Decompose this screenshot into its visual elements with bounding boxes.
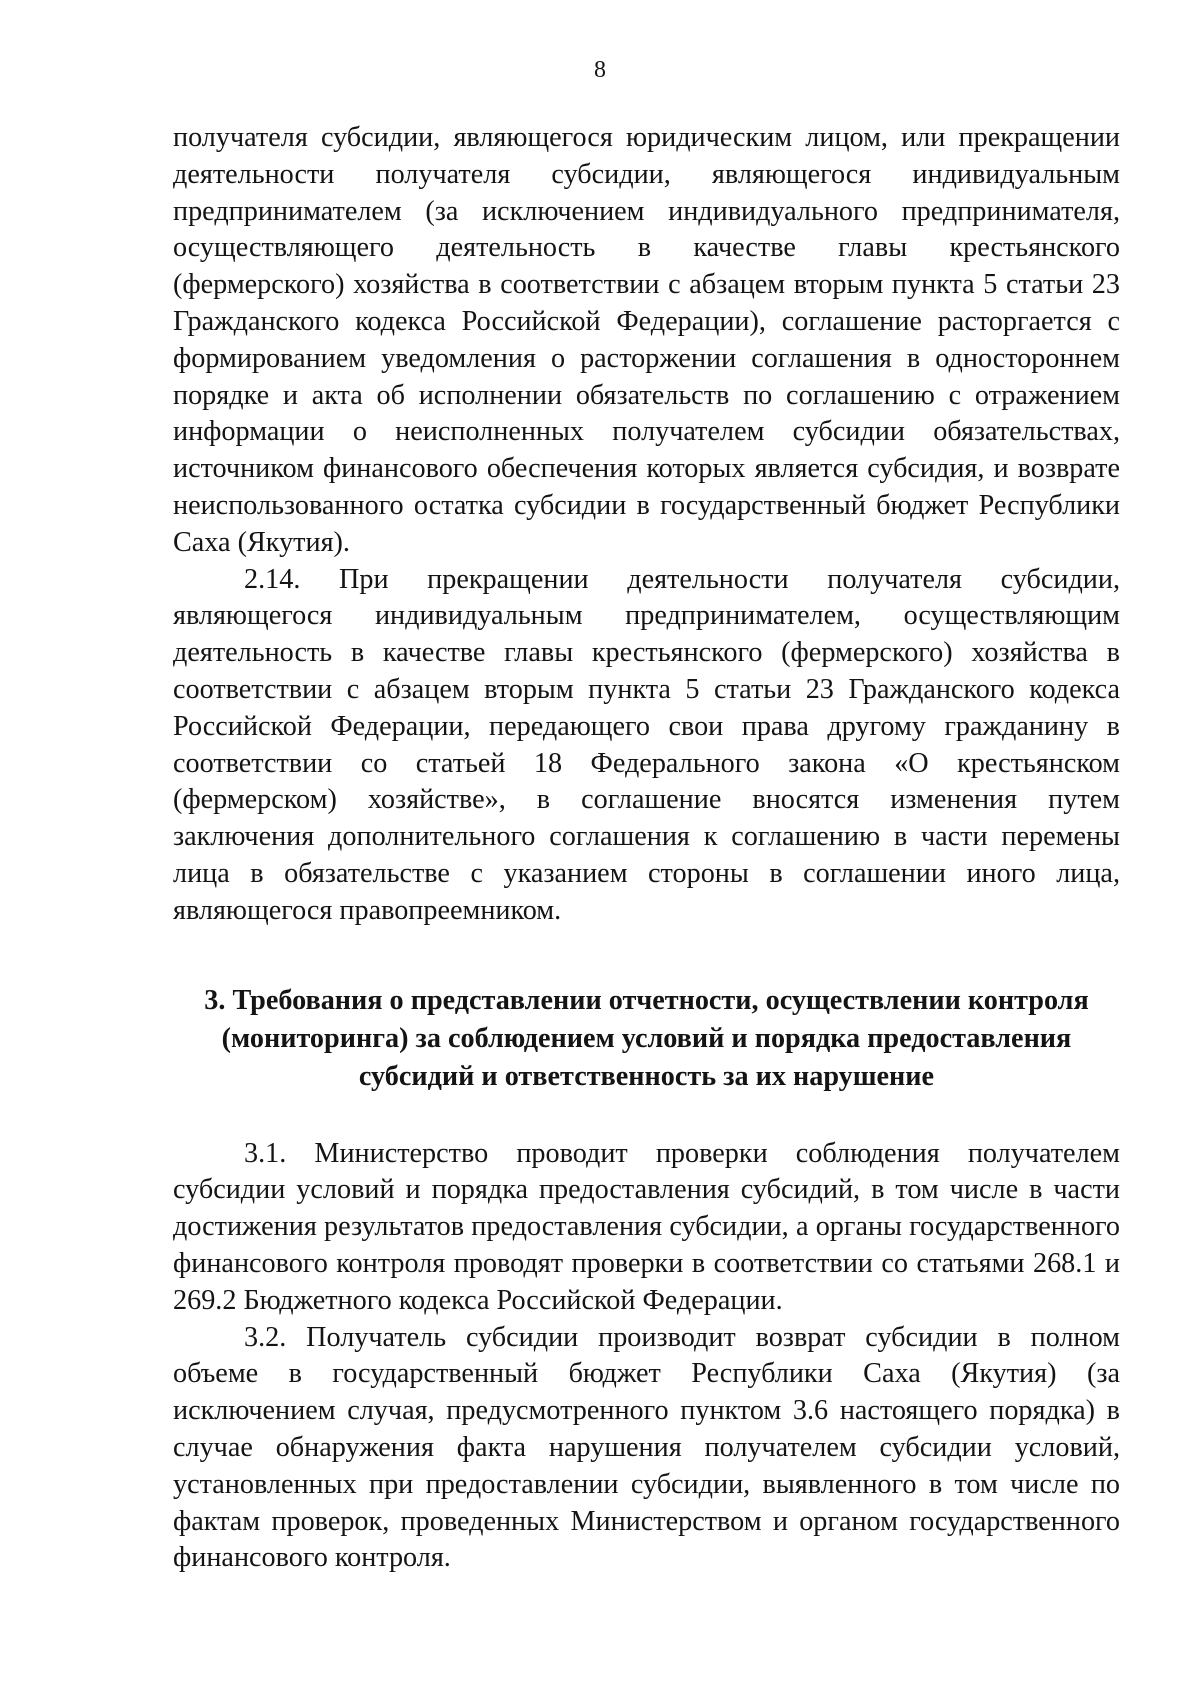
page-number: 8 xyxy=(594,57,606,83)
paragraph-3-1: 3.1. Министерство проводит проверки соблюдения получателем субсидии условий и порядка предоставления субсидий, в том числе в части достижения результатов предоставления субсидии, а органы государственного финансового контроля проводят проверки в соответствии со статьями 268.1 и 269.2 Бюджетного кодекса Российской Федерации. xyxy=(173,1137,1120,1316)
document-body xyxy=(173,120,1120,1577)
paragraph-continuation: получателя субсидии, являющегося юридическим лицом, или прекращении деятельности получателя субсидии, являющегося индивидуальным предпринимателем (за исключением индивидуального предпринимателя, осуществляющего деятельность в качестве главы крестьянского (фермерского) хозяйства в соответствии с абзацем вторым пункта 5 статьи 23 Гражданского кодекса Российской Федерации), соглашение расторгается с формированием уведомления о расторжении соглашения в одностороннем порядке и акта об исполнении обязательств по соглашению с отражением информации о неисполненных получателем субсидии обязательствах, источником финансового обеспечения которых является субсидия, и возврате неиспользованного остатка субсидии в государственный бюджет Республики Саха (Якутия). xyxy=(173,122,1120,558)
section-heading-line-3: субсидий и ответственность за их нарушение xyxy=(358,1060,935,1092)
section-heading-line-2: (мониторинга) за соблюдением условий и порядка предоставления xyxy=(221,1022,1072,1054)
section-heading-line-1: 3. Требования о представлении отчетности, осуществлении контроля xyxy=(204,984,1089,1016)
paragraph-2-14: 2.14. При прекращении деятельности получателя субсидии, являющегося индивидуальным предпринимателем, осуществляющим деятельность в качестве главы крестьянского (фермерского) хозяйства в соответствии с абзацем вторым пункта 5 статьи 23 Гражданского кодекса Российской Федерации, передающего свои права другому гражданину в соответствии со статьей 18 Федерального закона «О крестьянском (фермерском) хозяйстве», в соглашение вносятся изменения путем заключения дополнительного соглашения к соглашению в части перемены лица в обязательстве с указанием стороны в соглашении иного лица, являющегося правопреемником. xyxy=(173,563,1120,926)
section-heading xyxy=(173,982,1120,1096)
paragraph-3-2: 3.2. Получатель субсидии производит возврат субсидии в полном объеме в государственный бюджет Республики Саха (Якутия) (за исключением случая, предусмотренного пунктом 3.6 настоящего порядка) в случае обнаружения факта нарушения получателем субсидии условий, установленных при предоставлении субсидии, выявленного в том числе по фактам проверок, проведенных Министерством и органом государственного финансового контроля. xyxy=(173,1321,1120,1574)
